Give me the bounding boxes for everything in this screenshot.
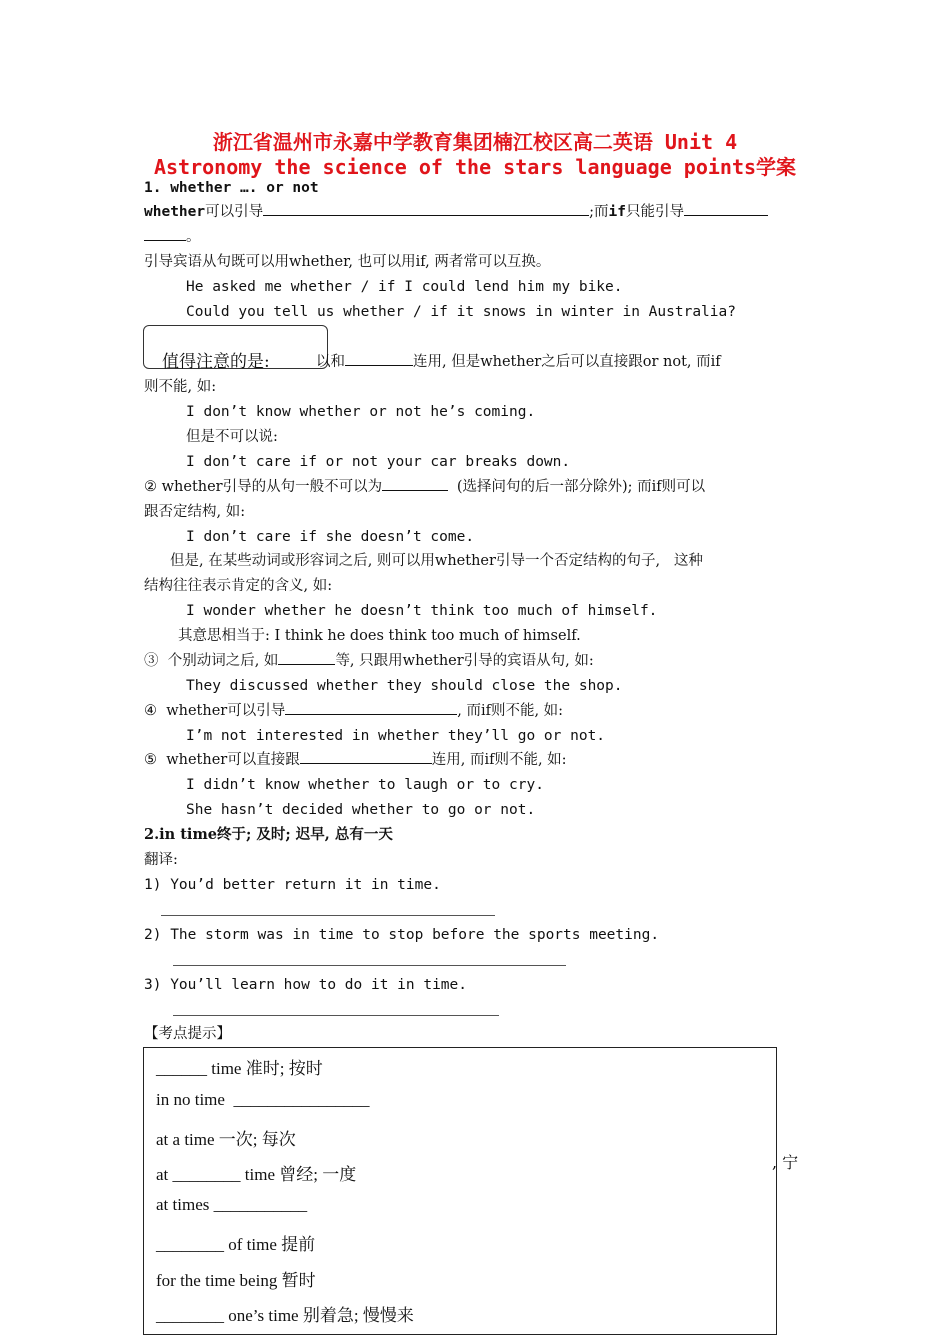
answer-line-1[interactable] xyxy=(161,914,495,916)
tip-row: ________ one’s time 别着急; 慢慢来 xyxy=(156,1306,414,1325)
point-5-text-a: ④ whether可以引导 xyxy=(144,703,286,719)
tip-row: in no time ________________ xyxy=(156,1090,370,1109)
point-2 xyxy=(144,478,705,496)
question-1: 1) You’d better return it in time. xyxy=(144,877,441,893)
blank-point-4 xyxy=(278,652,335,665)
side-mark: , 宁 xyxy=(772,1153,799,1172)
example-6: I wonder whether he doesn’t think too much of himself. xyxy=(186,603,658,619)
point-4 xyxy=(144,652,594,670)
tips-label: 【考点提示】 xyxy=(144,1026,231,1042)
point-4-text-a: ③ 个别动词之后, 如 xyxy=(144,653,279,669)
intro-tail: 。 xyxy=(186,229,201,245)
intro-line xyxy=(144,203,768,221)
point-1-text-b: 连用, 但是whether之后可以直接跟or not, 而if xyxy=(413,354,721,370)
tip-row: at times ___________ xyxy=(156,1195,308,1214)
section-1-heading: 1. whether …. or not xyxy=(144,180,319,196)
blank-point-1 xyxy=(345,353,413,366)
intro-continuation xyxy=(144,228,201,246)
section-2-heading: 2.in time终于; 及时; 迟早, 总有一天 xyxy=(144,826,393,843)
point-2-text-b: (选择问句的后一部分除外); 而if则可以 xyxy=(456,479,706,495)
point-6 xyxy=(144,751,567,769)
point-5 xyxy=(144,702,563,720)
example-2: Could you tell us whether / if it snows in winter in Australia? xyxy=(186,304,736,320)
answer-line-2[interactable] xyxy=(173,964,566,966)
example-9: I’m not interested in whether they’ll go or not. xyxy=(186,728,606,744)
example-3: I don’t know whether or not he’s coming. xyxy=(186,404,536,420)
tip-row: ________ of time 提前 xyxy=(156,1235,316,1254)
title-line-2: Astronomy the science of the stars language points学案 xyxy=(153,155,797,179)
object-clause-note: 引导宾语从句既可以用whether, 也可以用if, 两者常可以互换。 xyxy=(144,254,551,270)
example-11: She hasn’t decided whether to go or not. xyxy=(186,802,536,818)
example-5: I don’t care if she doesn’t come. xyxy=(186,529,475,545)
if-word: if xyxy=(608,204,626,220)
tip-row: for the time being 暂时 xyxy=(156,1271,316,1290)
tip-row: at a time 一次; 每次 xyxy=(156,1130,296,1149)
but-not-say: 但是不可以说: xyxy=(186,429,278,445)
tip-row: ______ time 准时; 按时 xyxy=(156,1059,323,1078)
note-label: 值得注意的是: xyxy=(162,352,270,372)
translate-label: 翻译: xyxy=(144,852,178,868)
point-2-text-a: ② whether引导的从句一般不可以为 xyxy=(144,479,383,495)
example-1: He asked me whether / if I could lend him my bike. xyxy=(186,279,623,295)
blank-point-5 xyxy=(285,702,457,715)
intro-text-3: 只能引导 xyxy=(625,204,684,220)
example-7: 其意思相当于: I think he does think too much of himself. xyxy=(178,628,581,644)
point-1-text-c: 则不能, 如: xyxy=(144,379,217,395)
blank-if-clauses-cont xyxy=(144,228,186,241)
point-5-text-b: , 而if则不能, 如: xyxy=(457,703,564,719)
example-8: They discussed whether they should close the shop. xyxy=(186,678,623,694)
point-4-text-b: 等, 只跟用whether引导的宾语从句, 如: xyxy=(335,653,594,669)
question-2: 2) The storm was in time to stop before the sports meeting. xyxy=(144,927,660,943)
blank-whether-clauses xyxy=(263,203,589,216)
point-2-text-c: 跟否定结构, 如: xyxy=(144,504,246,520)
point-1 xyxy=(316,353,721,371)
blank-point-6 xyxy=(300,751,432,764)
point-1-text-a: 以和 xyxy=(316,354,345,370)
point-3-text-b: 结构往往表示肯定的含义, 如: xyxy=(144,578,333,594)
title-line-1: 浙江省温州市永嘉中学教育集团楠江校区高二英语 Unit 4 xyxy=(212,130,738,154)
intro-text-2: ;而 xyxy=(589,204,609,220)
blank-if-clauses xyxy=(684,203,768,216)
side-mark-char: 宁 xyxy=(782,1153,799,1172)
point-3-text-a: 但是, 在某些动词或形容词之后, 则可以用whether引导一个否定结构的句子, 这种 xyxy=(170,553,703,569)
tip-row: at ________ time 曾经; 一度 xyxy=(156,1165,357,1184)
point-6-text-a: ⑤ whether可以直接跟 xyxy=(144,752,300,768)
example-10: I didn’t know whether to laugh or to cry. xyxy=(186,777,544,793)
point-6-text-b: 连用, 而if则不能, 如: xyxy=(431,752,567,768)
blank-point-2 xyxy=(382,478,448,491)
question-3: 3) You’ll learn how to do it in time. xyxy=(144,977,468,993)
example-4: I don’t care if or not your car breaks down. xyxy=(186,454,571,470)
intro-text-1: 可以引导 xyxy=(205,204,264,220)
answer-line-3[interactable] xyxy=(173,1014,499,1016)
whether-word: whether xyxy=(144,204,206,220)
